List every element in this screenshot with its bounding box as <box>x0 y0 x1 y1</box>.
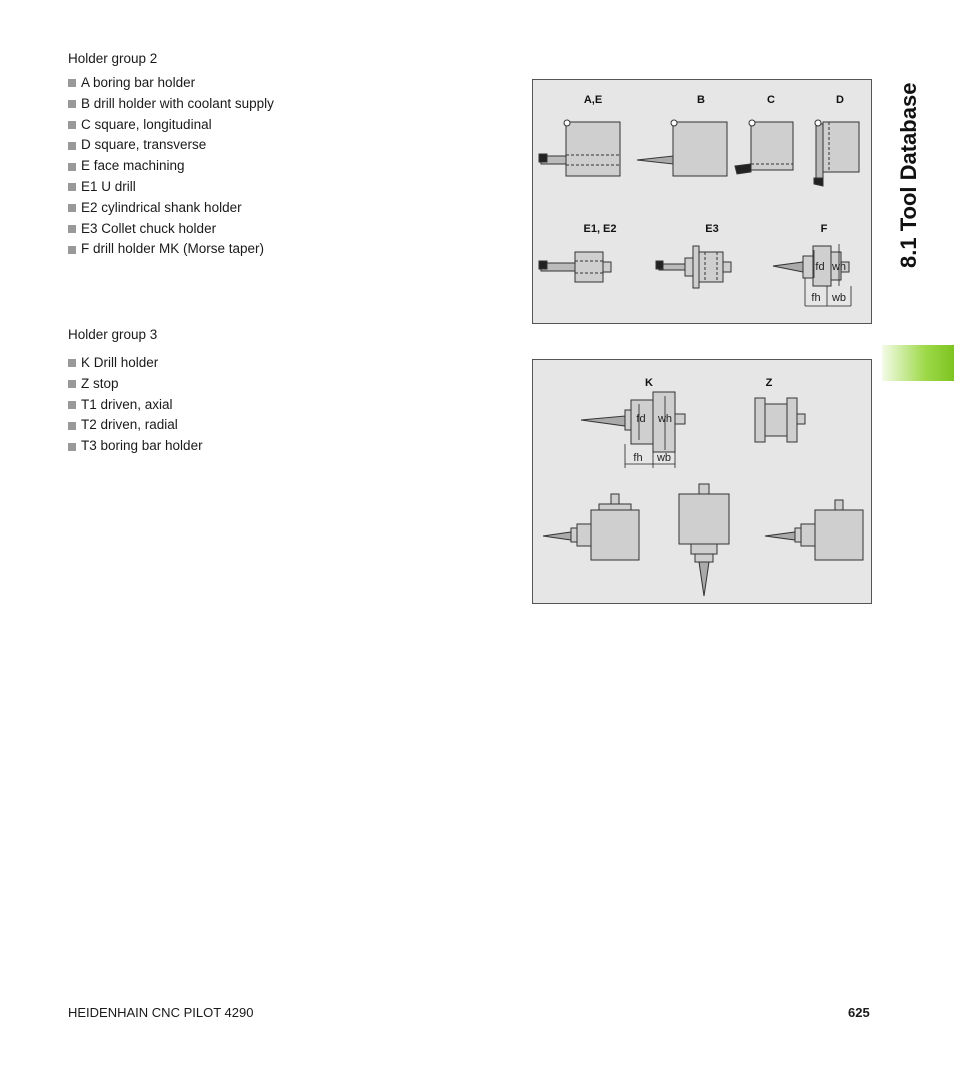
dim-fh: fh <box>633 452 643 464</box>
label-c: C <box>767 94 775 106</box>
dim-wh: wh <box>831 261 847 273</box>
label-d: D <box>836 94 844 106</box>
list-item: E face machining <box>68 156 274 177</box>
holder-group-2-list <box>68 73 274 260</box>
square-bullet-icon <box>68 422 76 430</box>
dim-wb: wb <box>831 292 847 304</box>
section-title: 8.1 Tool Database <box>896 82 921 268</box>
list-item: B drill holder with coolant supply <box>68 94 274 115</box>
square-bullet-icon <box>68 204 76 212</box>
square-bullet-icon <box>68 401 76 409</box>
label-e1-e2: E1, E2 <box>583 223 617 235</box>
square-bullet-icon <box>68 359 76 367</box>
list-item: T2 driven, radial <box>68 415 203 436</box>
square-bullet-icon <box>68 79 76 87</box>
dim-wh: wh <box>657 413 673 425</box>
page-number: 625 <box>848 1005 870 1020</box>
holder-group-2-heading: Holder group 2 <box>68 51 158 66</box>
square-bullet-icon <box>68 142 76 150</box>
holder-d-drawing <box>814 120 859 186</box>
holder-a-e-drawing <box>539 120 620 176</box>
list-item: A boring bar holder <box>68 73 274 94</box>
list-item: Z stop <box>68 374 203 395</box>
list-item: K Drill holder <box>68 353 203 374</box>
list-item: D square, transverse <box>68 135 274 156</box>
chapter-tab <box>882 345 954 381</box>
list-item: E1 U drill <box>68 177 274 198</box>
holder-group-3-figure <box>532 359 872 604</box>
holder-z-drawing <box>755 398 805 442</box>
holder-group-3-list <box>68 353 203 457</box>
label-b: B <box>697 94 705 106</box>
list-item: T1 driven, axial <box>68 395 203 416</box>
holder-group-3-diagram <box>533 360 873 605</box>
label-f: F <box>820 223 828 235</box>
dim-fd: fd <box>815 261 825 273</box>
holder-b-drawing <box>637 120 727 176</box>
list-item: E2 cylindrical shank holder <box>68 198 274 219</box>
holder-group-3-heading: Holder group 3 <box>68 327 158 342</box>
holder-t2-drawing <box>679 484 729 596</box>
square-bullet-icon <box>68 443 76 451</box>
square-bullet-icon <box>68 225 76 233</box>
holder-t3-drawing <box>765 500 863 560</box>
square-bullet-icon <box>68 163 76 171</box>
holder-e3-drawing <box>656 246 731 288</box>
label-z: Z <box>765 377 773 389</box>
dim-fd: fd <box>636 413 646 425</box>
holder-group-2-diagram <box>533 80 873 325</box>
label-k: K <box>645 377 653 389</box>
square-bullet-icon <box>68 380 76 388</box>
square-bullet-icon <box>68 246 76 254</box>
holder-e1-e2-drawing <box>539 252 611 282</box>
holder-t1-drawing <box>543 494 639 560</box>
label-a-e: A,E <box>583 94 603 106</box>
square-bullet-icon <box>68 100 76 108</box>
list-item: C square, longitudinal <box>68 115 274 136</box>
square-bullet-icon <box>68 121 76 129</box>
dim-wb: wb <box>656 452 672 464</box>
square-bullet-icon <box>68 183 76 191</box>
list-item: T3 boring bar holder <box>68 436 203 457</box>
label-e3: E3 <box>705 223 719 235</box>
list-item: E3 Collet chuck holder <box>68 219 274 240</box>
holder-c-drawing <box>735 120 793 174</box>
dim-fh: fh <box>811 292 821 304</box>
footer-product-name: HEIDENHAIN CNC PILOT 4290 <box>68 1005 254 1020</box>
list-item: F drill holder MK (Morse taper) <box>68 239 274 260</box>
holder-group-2-figure <box>532 79 872 324</box>
